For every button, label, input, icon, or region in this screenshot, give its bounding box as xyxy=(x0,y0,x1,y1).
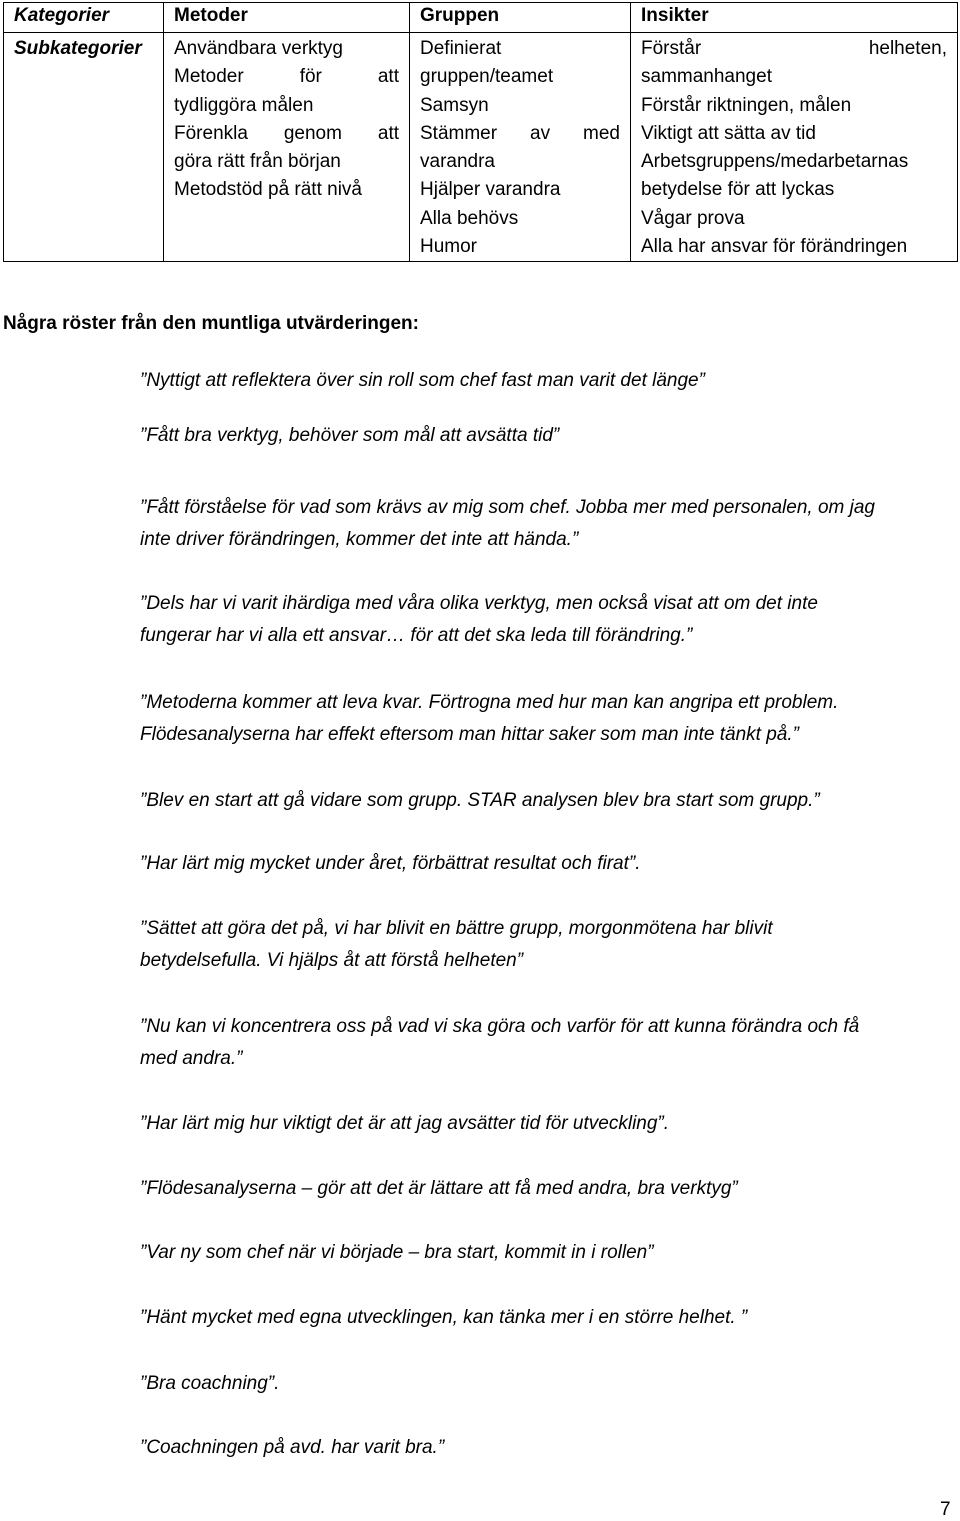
table-header-row xyxy=(4,3,958,33)
gruppen-line: varandra xyxy=(420,151,495,173)
quote xyxy=(140,1173,955,1205)
quote xyxy=(140,420,955,452)
quote-line: ”Dels har vi varit ihärdiga med våra olika verktyg, men också visat att om det inte xyxy=(140,593,818,614)
metoder-line-justified: Förenkla genom att xyxy=(174,122,399,144)
insikter-line: Förstår riktningen, målen xyxy=(641,94,852,116)
quote xyxy=(140,1302,955,1334)
metoder-line: göra rätt från början xyxy=(174,151,341,173)
cell-metoder xyxy=(164,33,410,262)
quote-line: ”Var ny som chef när vi började – bra start, kommit in i rollen” xyxy=(140,1242,654,1263)
metoder-line: tydliggöra målen xyxy=(174,94,314,116)
quote-line: fungerar har vi alla ett ansvar… för att det ska leda till förändring.” xyxy=(140,625,693,646)
header-insikter: Insikter xyxy=(631,3,958,33)
quote-line: med andra.” xyxy=(140,1048,243,1069)
insikter-line: Arbetsgruppens/medarbetarnas xyxy=(641,151,909,173)
insikter-line: Vågar prova xyxy=(641,207,745,229)
categories-table xyxy=(3,2,958,262)
gruppen-line: Alla behövs xyxy=(420,207,519,229)
header-kategorier: Kategorier xyxy=(4,3,164,33)
quote-line: ”Fått bra verktyg, behöver som mål att avsätta tid” xyxy=(140,425,560,446)
quote xyxy=(140,365,955,397)
page-number: 7 xyxy=(940,1499,951,1520)
quote-line: ”Flödesanalyserna – gör att det är lättare att få med andra, bra verktyg” xyxy=(140,1178,738,1199)
quote xyxy=(140,687,955,751)
quote xyxy=(140,785,955,817)
insikter-line: Alla har ansvar för förändringen xyxy=(641,236,908,258)
insikter-line: Viktigt att sätta av tid xyxy=(641,122,816,144)
section-heading: Några röster från den muntliga utvärderingen: xyxy=(3,313,419,334)
quote-line: ”Bra coachning”. xyxy=(140,1373,280,1394)
quote xyxy=(140,1368,955,1400)
quote xyxy=(140,1011,955,1075)
quote-line: ”Coachningen på avd. har varit bra.” xyxy=(140,1437,445,1458)
gruppen-line: Hjälper varandra xyxy=(420,179,561,201)
quote-line: ”Blev en start att gå vidare som grupp. STAR analysen blev bra start som grupp.” xyxy=(140,790,820,811)
quote-line: ”Metoderna kommer att leva kvar. Förtrogna med hur man kan angripa ett problem. xyxy=(140,692,839,713)
quote-line: ”Har lärt mig mycket under året, förbättrat resultat och firat”. xyxy=(140,853,641,874)
quote-line: ”Nu kan vi koncentrera oss på vad vi ska göra och varför för att kunna förändra och få xyxy=(140,1016,860,1037)
insikter-line: betydelse för att lyckas xyxy=(641,179,835,201)
gruppen-line: gruppen/teamet xyxy=(420,66,554,88)
quote xyxy=(140,1432,955,1464)
header-gruppen: Gruppen xyxy=(410,3,631,33)
quote-line: ”Har lärt mig hur viktigt det är att jag avsätter tid för utveckling”. xyxy=(140,1113,670,1134)
quote xyxy=(140,848,955,880)
insikter-line: sammanhanget xyxy=(641,66,772,88)
metoder-line-justified: Metoder för att xyxy=(174,66,399,88)
quote-line: ”Hänt mycket med egna utvecklingen, kan tänka mer i en större helhet. ” xyxy=(140,1307,748,1328)
metoder-line: Metodstöd på rätt nivå xyxy=(174,179,362,201)
table-row-subkategorier xyxy=(4,33,958,262)
quote-line: inte driver förändringen, kommer det inte att hända.” xyxy=(140,529,579,550)
quote xyxy=(140,1108,955,1140)
metoder-line: Användbara verktyg xyxy=(174,38,343,59)
row-label-text: Subkategorier xyxy=(14,38,142,59)
quote-line: ”Fått förståelse för vad som krävs av mig som chef. Jobba mer med personalen, om jag xyxy=(140,497,875,518)
quote xyxy=(140,1237,955,1269)
quote xyxy=(140,492,955,556)
quote-line: ”Nyttigt att reflektera över sin roll som chef fast man varit det länge” xyxy=(140,370,705,391)
quote-line: Flödesanalyserna har effekt eftersom man hittar saker som man inte tänkt på.” xyxy=(140,724,799,745)
gruppen-line: Samsyn xyxy=(420,94,489,116)
insikter-line-justified: Förstår helheten, xyxy=(641,38,947,59)
cell-insikter xyxy=(631,33,958,262)
gruppen-line: Humor xyxy=(420,236,478,258)
gruppen-line: Definierat xyxy=(420,38,502,59)
quote-line: betydelsefulla. Vi hjälps åt att förstå helheten” xyxy=(140,950,524,971)
gruppen-line-justified: Stämmer av med xyxy=(420,122,620,144)
quote-line: ”Sättet att göra det på, vi har blivit en bättre grupp, morgonmötena har blivit xyxy=(140,918,773,939)
header-metoder: Metoder xyxy=(164,3,410,33)
row-label-subkategorier xyxy=(4,33,164,262)
quote xyxy=(140,588,955,652)
quote xyxy=(140,913,955,977)
cell-gruppen xyxy=(410,33,631,262)
